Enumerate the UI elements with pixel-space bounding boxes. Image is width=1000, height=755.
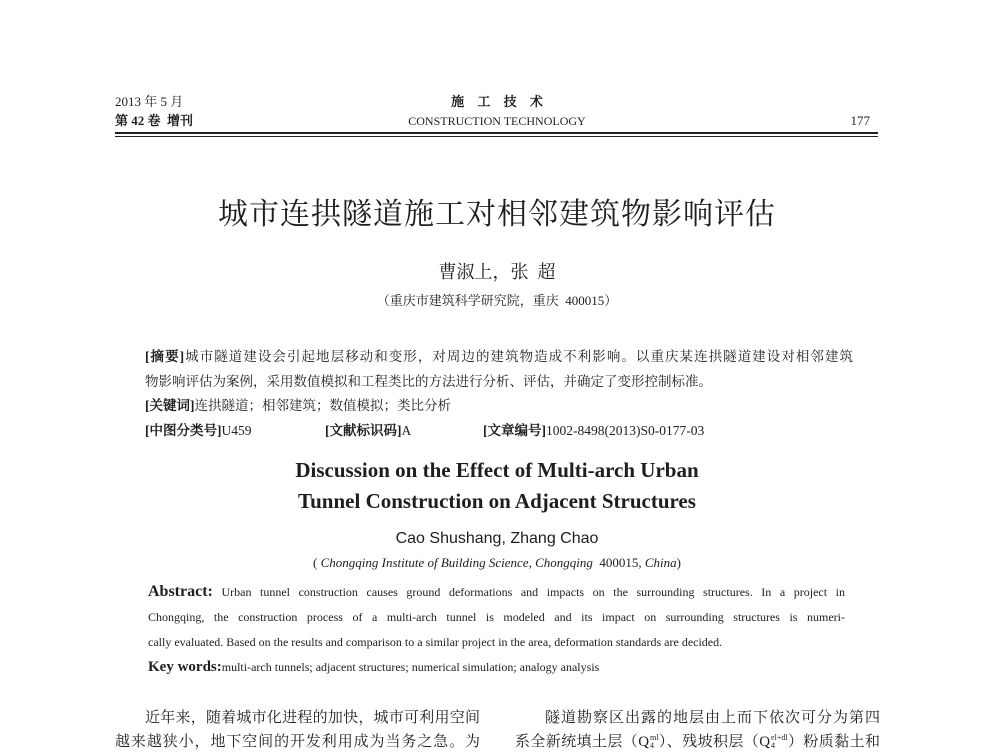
journal-name-en: CONSTRUCTION TECHNOLOGY	[408, 114, 586, 128]
abstract-en-text: Chongqing, the construction process of a multi-arch tunnel is modeled and its impact on surrounding structures is numeri-	[148, 610, 845, 624]
running-header	[115, 93, 878, 138]
body-text: ）粉质黏土和	[787, 734, 880, 750]
symbol-subscript: 4	[650, 741, 655, 750]
body-line	[515, 730, 880, 754]
abstract-cn	[145, 345, 853, 443]
abstract-en-line	[148, 630, 845, 655]
affiliation-en-close: )	[676, 555, 681, 570]
abstract-cn-text: 物影响评估为案例，采用数值模拟和工程类比的方法进行分析、评估，并确定了变形控制标准。	[145, 373, 712, 389]
header-rule	[115, 132, 878, 137]
journal-name-cn: 施 工 技 术	[451, 94, 548, 109]
authors-cn: 曹淑上，张 超	[438, 262, 556, 282]
body-column-right	[515, 706, 880, 754]
article-title-cn: 城市连拱隧道施工对相邻建筑物影响评估	[218, 198, 776, 231]
abstract-en-text: cally evaluated. Based on the results and comparison to a similar project in the area, deformation standards are decided.	[148, 635, 723, 649]
abstract-cn-line	[145, 345, 853, 370]
symbol-scripts	[650, 734, 658, 750]
classification-line	[145, 419, 853, 444]
header-date: 2013 年 5 月	[115, 94, 184, 109]
keywords-en	[148, 655, 845, 680]
page-number: 177	[850, 113, 870, 128]
doc-code-label: [文献标识码]	[325, 422, 402, 438]
symbol-base: Q	[759, 734, 771, 750]
symbol-subscript: 4	[771, 741, 776, 750]
symbol-superscript: ml	[650, 733, 659, 742]
stratum-symbol-residual	[759, 734, 787, 750]
body-text: ）、残坡积层（	[658, 734, 760, 750]
abstract-cn-text: 城市隧道建设会引起地层移动和变形，对周边的建筑物造成不利影响。以重庆某连拱隧道建设对相邻建筑	[184, 349, 854, 364]
article-number	[483, 419, 704, 444]
body-text: 系全新统填土层（	[515, 734, 639, 750]
affiliation-en-country: China	[644, 555, 677, 570]
abstract-en-line	[148, 579, 845, 605]
affiliation-en-postcode: 400015,	[592, 555, 645, 570]
header-volume: 第 42 卷 增刊	[115, 113, 194, 128]
keywords-en-text: multi-arch tunnels; adjacent structures; numerical simulation; analogy analysis	[221, 660, 600, 674]
symbol-superscript: el+dl	[771, 733, 788, 742]
body-column-left	[115, 706, 480, 754]
affiliation-en-open: (	[313, 555, 321, 570]
clc-label: [中图分类号]	[145, 422, 222, 438]
affiliation-en-sep: ,	[528, 555, 536, 570]
article-no-value: 1002-8498(2013)S0-0177-03	[546, 422, 705, 438]
title-en-line: Tunnel Construction on Adjacent Structures	[298, 489, 696, 513]
body-line: 越来越狭小，地下空间的开发利用成为当务之急。为	[115, 734, 480, 750]
keywords-en-label: Key words:	[148, 659, 222, 675]
abstract-en-label: Abstract:	[148, 583, 213, 600]
keywords-cn-label: [关键词]	[145, 398, 195, 413]
abstract-en	[148, 579, 845, 680]
abstract-en-line	[148, 605, 845, 630]
abstract-cn-line	[145, 370, 853, 395]
clc-value: U459	[221, 422, 252, 438]
stratum-symbol-fill	[638, 734, 658, 750]
doc-code-value: A	[401, 422, 412, 438]
authors-en: Cao Shushang, Zhang Chao	[395, 530, 599, 547]
article-no-label: [文章编号]	[483, 422, 546, 438]
body-line: 隧道勘察区出露的地层由上而下依次可分为第四	[545, 710, 880, 726]
keywords-cn	[145, 394, 853, 419]
affiliation-cn: （重庆市建筑科学研究院，重庆 400015）	[376, 293, 618, 308]
abstract-en-text: Urban tunnel construction causes ground deformations and impacts on the surrounding structures. In a project in	[221, 585, 845, 599]
keywords-cn-text: 连拱隧道；相邻建筑；数值模拟；类比分析	[194, 398, 451, 413]
article-title-en	[97, 455, 897, 517]
title-en-line: Discussion on the Effect of Multi-arch Urban	[295, 458, 699, 482]
abstract-cn-label: [摘要]	[145, 349, 185, 364]
document-code	[325, 419, 411, 444]
symbol-scripts	[771, 734, 788, 750]
affiliation-en-institute: Chongqing Institute of Building Science	[320, 555, 529, 570]
body-line: 近年来，随着城市化进程的加快，城市可利用空间	[145, 710, 480, 726]
affiliation-en-city: Chongqing	[535, 555, 593, 570]
clc-code	[145, 419, 252, 444]
symbol-base: Q	[638, 734, 650, 750]
affiliation-en	[97, 554, 897, 572]
